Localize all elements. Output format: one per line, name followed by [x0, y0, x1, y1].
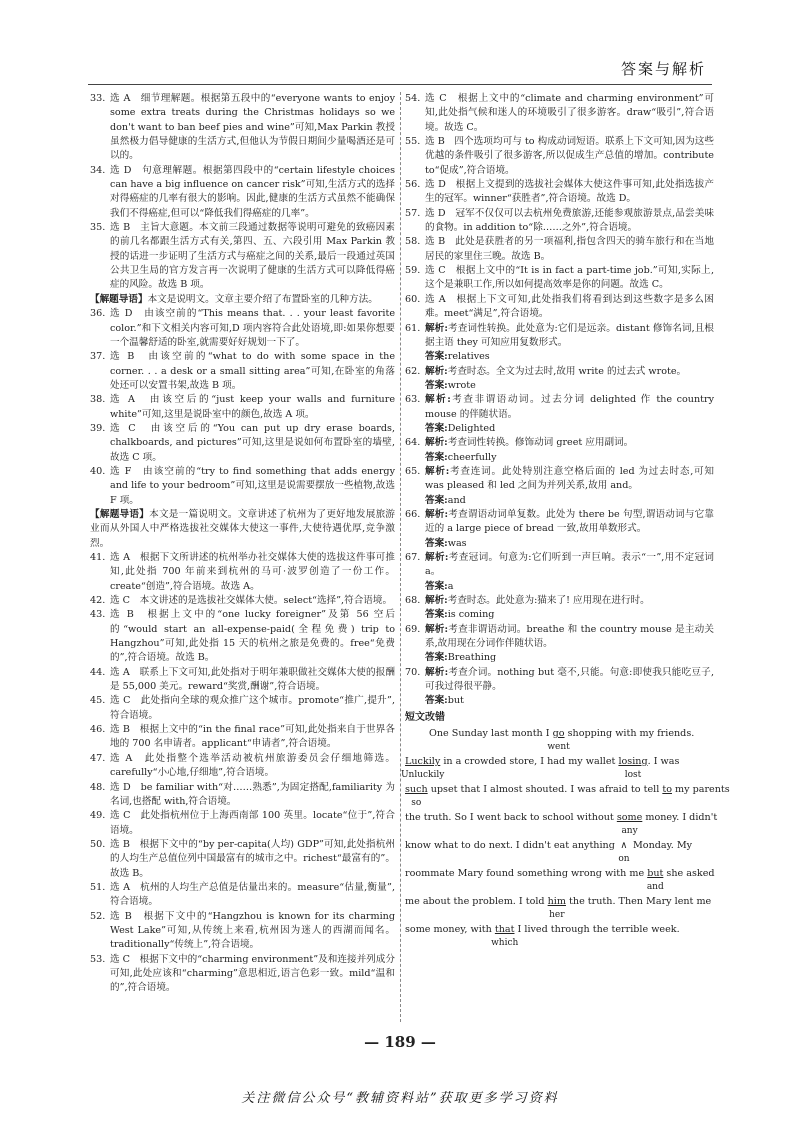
answer-item: 35. 选 B 主旨大意题。本文前三段通过数据等说明可避免的致癌因素的前几名都跟生活方式有关,第四、五、六段引用 Max Parkin 教授的话进一步证明了生活方式与癌症之间的关系,最后一段通过英国公共卫生局的官方发言再一次说明了健康的生活方式可以降低得癌症的风险。故选 B 项。	[90, 222, 395, 291]
correction-mark: go went	[547, 728, 570, 753]
grammar-item: 66. 解析:考查谓语动词单复数。此处为 there be 句型,谓语动词与它靠近的 a large piece of bread 一致,故用单数形式。	[405, 508, 714, 535]
answer-item: 47. 选 A 此处指整个选举活动被杭州旅游委员会仔细地筛选。carefully“小心地,仔细地”,符合语境。	[90, 752, 395, 779]
answer-item: 46. 选 B 根据上文中的“in the final race”可知,此处指来自于世界各地的 700 名申请者。applicant“申请者”,符合语境。	[90, 724, 395, 750]
header-rule	[88, 84, 712, 85]
grammar-item: 67. 解析:考查冠词。句意为:它们听到一声巨响。表示“一”,用不定冠词 a。	[405, 552, 714, 578]
grammar-item: 62. 解析:考查时态。全文为过去时,故用 write 的过去式 wrote。	[405, 365, 687, 377]
answer-item: 57. 选 D 冠军不仅仅可以去杭州免费旅游,还能参观旅游景点,品尝美味的食物。in addition to“除……之外”,符合语境。	[405, 207, 714, 234]
answer-item: 38. 选 A 由该空后的“just keep your walls and furniture white”可知,这里是说卧室中的颜色,故选 A 项。	[90, 394, 395, 420]
passage-line: such so upset that I almost shouted. I was afraid to tell to my parents	[405, 784, 730, 809]
answer-item: 48. 选 D be familiar with“对……熟悉”,为固定搭配,familiarity 为名词,也搭配 with,符合语境。	[90, 781, 395, 807]
answer-item: 55. 选 B 四个选项均可与 to 构成动词短语。联系上下文可知,因为这些优越的条件吸引了很多游客,所以促成生产总值的增加。contribute to“促成”,符合语境。	[405, 136, 714, 176]
answer-item: 41. 选 A 根据下文所讲述的杭州举办社交媒体大使的选拔这件事可推知,此处指 700 年前来到杭州的马可·波罗创造了一份工作。create“创造”,符合语境。故选 A。	[90, 552, 395, 592]
grammar-item: 61. 解析:考查词性转换。此处意为:它们是远亲。distant 修饰名词,且根据主语 they 可知应用复数形式。	[405, 322, 715, 348]
page-header	[88, 56, 712, 82]
grammar-item: 70. 解析:考查介词。nothing but 毫不,只能。句意:即使我只能吃豆子,可我过得很平静。	[405, 666, 715, 693]
footer-text: 关注微信公众号“教辅资料站”获取更多学习资料	[241, 1091, 559, 1106]
answer-line: 答案:a	[425, 580, 454, 592]
correction-mark: losing lost	[618, 756, 648, 781]
answer-line: 答案:relatives	[425, 351, 490, 363]
error-correction-passage	[400, 725, 730, 949]
deletion-mark: to	[662, 784, 672, 796]
answer-item: 36. 选 D 由该空前的“This means that. . . your least favorite color.”和下文相关内容可知,D 项内容符合此处语境,即:如果你想要一个温馨舒适的卧室,就需要好好规划一下了。	[90, 308, 395, 348]
answer-line: 答案:wrote	[425, 379, 476, 391]
answer-item: 44. 选 A 联系上下文可知,此处指对于明年兼职做社交媒体大使的报酬是 55,000 美元。reward“奖赏,酬谢”,符合语境。	[90, 666, 395, 693]
answer-item: 53. 选 C 根据下文中的“charming environment”及和连接并列成分可知,此处应该和“charming”意思相近,语言色彩一致。mild“温和的”,符合语境。	[90, 953, 395, 994]
answer-item: 43. 选 B 根据上文中的“one lucky foreigner”及第 56 空后的“would start an all-expense-paid(全程免费) trip to Hangzhou”可知,此处指 15 天的杭州之旅是免费的。free“免费的”,符合语境。故选 B。	[90, 609, 395, 664]
reading-guide: 【解题导语】本文是一篇说明文。文章讲述了杭州为了更好地发展旅游业而从外国人中严格选拔社交媒体大使这一事件,大使待遇优厚,竞争激烈。	[90, 508, 396, 549]
error-correction-title: 短文改错	[405, 711, 445, 723]
answer-line: 答案:is coming	[425, 609, 495, 621]
grammar-item: 65. 解析:考查连词。此处特别注意空格后面的 led 为过去时态,可知 was pleased 和 led 之间为并列关系,故用 and。	[405, 465, 714, 492]
correction-mark: him her	[547, 896, 566, 921]
answer-item: 45. 选 C 此处指向全球的观众推广这个城市。promote“推广,提升”,符合语境。	[90, 695, 395, 721]
answer-item: 54. 选 C 根据上文中的“climate and charming environment”可知,此处指气候和迷人的环境吸引了很多游客。draw“吸引”,符合语境。故选 C。	[405, 93, 714, 133]
insertion-mark: ∧ on	[618, 840, 630, 865]
answer-line: 答案:and	[425, 494, 466, 506]
answer-line: 答案:Delighted	[425, 422, 496, 434]
left-column	[90, 92, 395, 996]
answer-item: 49. 选 C 此处指杭州位于上海西南部 100 英里。locate“位于”,符合语境。	[90, 810, 395, 836]
grammar-item: 64. 解析:考查词性转换。修饰动词 greet 应用副词。	[405, 437, 634, 449]
answer-item: 42. 选 C 本文讲述的是选拔社交媒体大使。select“选择”,符合语境。	[90, 595, 393, 607]
answer-item: 40. 选 F 由该空前的“try to find something that adds energy and life to your bedroom”可知,这里是说需要摆放一些植物,故选 F 项。	[90, 465, 395, 506]
grammar-item: 69. 解析:考查非谓语动词。breathe 和 the country mouse 是主动关系,故用现在分词作伴随状语。	[405, 623, 714, 650]
answer-item: 39. 选 C 由该空后的“You can put up dry erase boards, chalkboards, and pictures”可知,这里是说如何布置卧室的墙壁,故选 C 项。	[90, 422, 395, 463]
correction-mark: such so	[405, 784, 428, 809]
grammar-item: 68. 解析:考查时态。此处意为:猫来了! 应用现在进行时。	[405, 595, 650, 607]
answer-line: 答案:cheerfully	[425, 451, 497, 463]
page-number: — 189 —	[364, 1033, 436, 1051]
passage-line: the truth. So I went back to school without some any money. I didn't	[405, 812, 718, 837]
answer-item: 60. 选 A 根据上下文可知,此处指我们将看到达到这些数字是多么困难。meet“满足”,符合语境。	[405, 293, 714, 320]
answer-line: 答案:Breathing	[425, 652, 497, 664]
answer-item: 51. 选 A 杭州的人均生产总值是估量出来的。measure“估量,衡量”,符合语境。	[90, 881, 395, 908]
answer-item: 56. 选 D 根据上文提到的选拔社会媒体大使这件事可知,此处指选拔产生的冠军。winner“获胜者”,符合语境。故选 D。	[405, 179, 714, 205]
correction-mark: that which	[491, 924, 519, 949]
answer-item: 52. 选 B 根据下文中的“Hangzhou is known for its charming West Lake”可知,从传统上来看,杭州因为迷人的西湖而闻名。traditionally“传统上”,符合语境。	[90, 910, 395, 951]
passage-line: know what to do next. I didn't eat anything ∧ on Monday. My	[405, 840, 693, 865]
answer-item: 33. 选 A 细节理解题。根据第五段中的“everyone wants to enjoy some extra treats during the Christmas holidays so we don't want to ban beef pies and wine”可知,Max Parkin 教授虽然极力倡导健康的生活方式,但他认为节假日期间少量喝酒还是可以的。	[90, 93, 395, 162]
answer-item: 58. 选 B 此处是获胜者的另一项福利,指包含四天的骑车旅行和在当地居民的家里住三晚。故选 B。	[405, 236, 714, 262]
passage-line: roommate Mary found something wrong with me but and she asked	[405, 868, 715, 893]
grammar-item: 63. 解析:考查非谓语动词。过去分词 delighted 作 the country mouse 的伴随状语。	[405, 394, 714, 420]
column-divider	[400, 92, 401, 1022]
passage-line: Luckily Unluckily in a crowded store, I had my wallet losing lost . I was	[400, 756, 680, 781]
answer-line: 答案:but	[425, 695, 464, 707]
correction-mark: some any	[616, 812, 643, 837]
passage-line: some money, with that which I lived through the terrible week.	[405, 924, 680, 949]
right-column	[400, 92, 730, 949]
answer-item: 37. 选 B 由该空前的“what to do with some space in the corner. . . a desk or a small sitting area”可知,在卧室的角落处还可以安置书架,故选 B 项。	[90, 351, 395, 391]
correction-mark: but and	[646, 868, 664, 893]
header-title: 答案与解析	[620, 60, 706, 78]
reading-guide: 【解题导语】本文是说明文。文章主要介绍了布置卧室的几种方法。	[90, 293, 378, 305]
passage-line: me about the problem. I told him her the truth. Then Mary lent me	[405, 896, 712, 921]
correction-mark: Luckily Unluckily	[400, 756, 445, 781]
answer-item: 50. 选 B 根据下文中的“by per-capita(人均) GDP”可知,此处指杭州的人均生产总值位列中国最富有的城市之中。richest“最富有的”。故选 B。	[90, 838, 395, 879]
answer-item: 59. 选 C 根据上文中的“It is in fact a part-time job.”可知,实际上,这个是兼职工作,所以如何提高效率是你的问题。故选 C。	[405, 265, 714, 291]
answer-item: 34. 选 D 句意理解题。根据第四段中的“certain lifestyle choices can have a big influence on cancer risk”可知,生活方式的选择对得癌症的几率有很大的影响。因此,健康的生活方式虽然不能确保我们不得癌症,但可以“降低我们得癌症的几率”。	[90, 164, 395, 219]
answer-line: 答案:was	[425, 537, 467, 549]
passage-line: One Sunday last month I go went shopping with my friends.	[429, 728, 695, 753]
